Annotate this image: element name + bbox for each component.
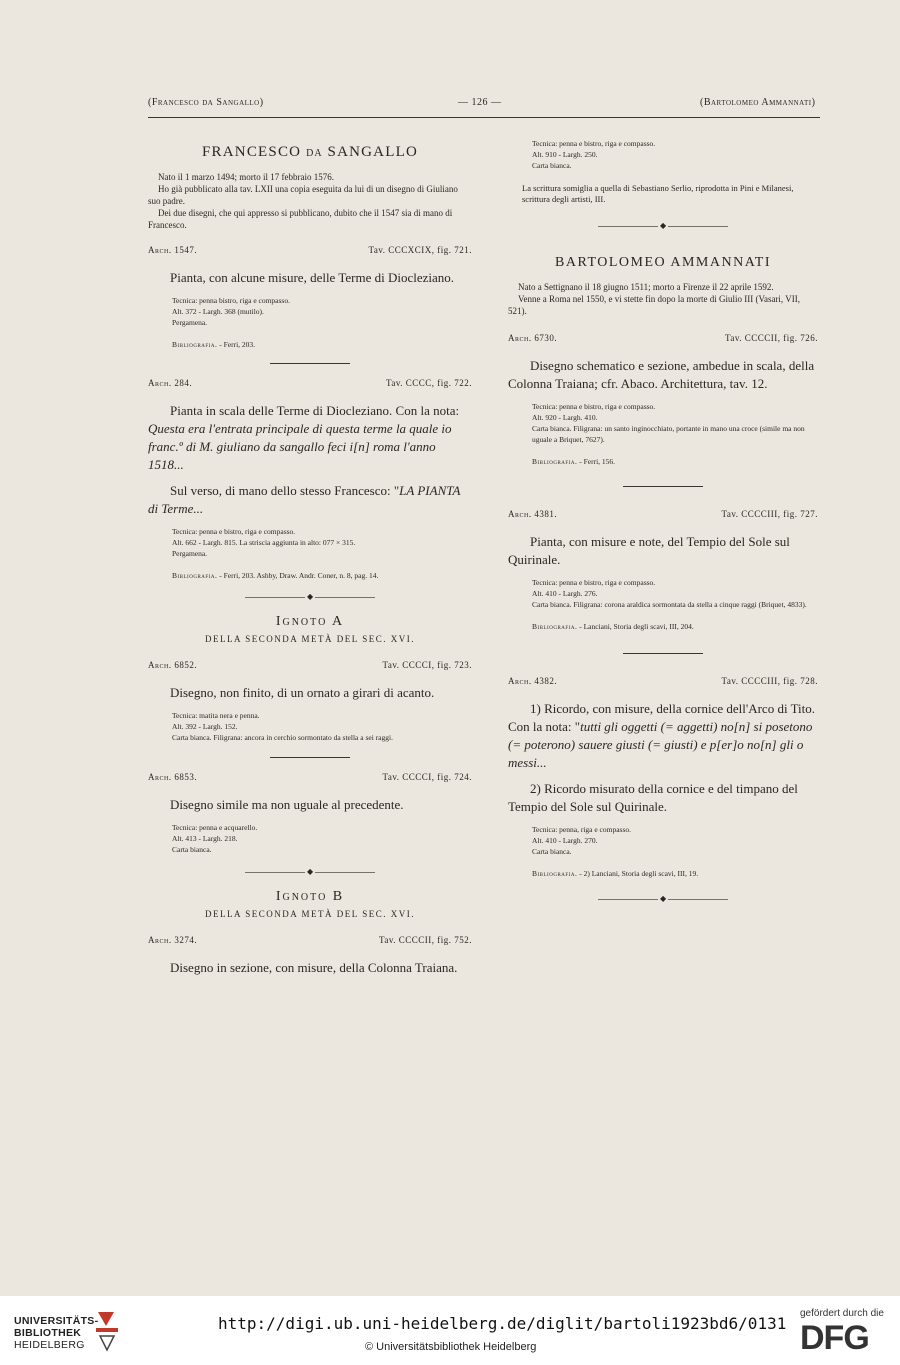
technique-line: Carta bianca. Filigrana: un santo inginocchiato, portante in mano una croce (simile ma non uguale a Briquet, 7627). (532, 424, 805, 444)
plate-reference: Tav. CCCCII, fig. 726. (724, 333, 818, 343)
ornament-glyph: ◆ (307, 867, 314, 876)
intro-line: Nato il 1 marzo 1494; morto il 17 febbraio 1576. (158, 172, 334, 182)
entry-description: Disegno simile ma non uguale al precedente. (170, 797, 404, 812)
entry-description (148, 402, 472, 474)
entry-description: Pianta, con alcune misure, delle Terme di Diocleziano. (170, 270, 455, 285)
library-logo-text[interactable] (14, 1315, 98, 1351)
arch-number: Arch. 6853. (148, 772, 198, 782)
technique-line: Tecnica: penna e bistro, riga e compasso. (532, 139, 656, 148)
right-column (508, 124, 818, 916)
technique-line: Alt. 372 - Largh. 368 (mutilo). (172, 307, 264, 316)
entry-header (508, 676, 818, 686)
ornamental-separator (598, 894, 728, 904)
section-subtitle: DELLA SECONDA METÀ DEL SEC. XVI. (205, 634, 415, 644)
plate-reference: Tav. CCCCI, fig. 723. (382, 660, 472, 670)
plate-reference: Tav. CCCCIII, fig. 727. (721, 509, 818, 519)
technique-block (172, 526, 472, 559)
dfg-logo[interactable]: DFG (800, 1319, 869, 1357)
section-title-ignoto-b: Ignoto B (275, 889, 345, 904)
technique-block (172, 822, 472, 855)
left-column (148, 124, 472, 985)
bibliography-text: - Ferri, 203. Ashby, Draw. Andr. Coner, n. 8, pag. 14. (219, 571, 379, 580)
arch-number: Arch. 4382. (508, 676, 558, 686)
ornamental-separator (245, 867, 375, 877)
entry-header (508, 333, 818, 343)
logo-line: BIBLIOTHEK (14, 1327, 82, 1339)
technique-block (532, 401, 818, 445)
technique-line: Alt. 910 - Largh. 250. (532, 150, 598, 159)
bibliography (172, 571, 472, 580)
plate-reference: Tav. CCCC, fig. 722. (385, 378, 472, 388)
funding-caption: gefördert durch die (800, 1308, 884, 1319)
bibliography (532, 622, 818, 631)
technique-line: Alt. 920 - Largh. 410. (532, 413, 598, 422)
section-title-ammannati: BARTOLOMEO AMMANNATI (555, 255, 771, 270)
bibliography-text: - Ferri, 203. (219, 340, 256, 349)
handwriting-note: La scrittura somiglia a quella di Sebastiano Serlio, riprodotta in Pini e Milanesi, scrittura degli artisti, III. (522, 183, 794, 204)
bibliography-label: Bibliografia. (532, 869, 578, 878)
technique-line: Carta bianca. (172, 845, 212, 854)
title-part: DA (306, 148, 323, 159)
bibliography (172, 340, 472, 349)
running-header-right: (Bartolomeo Ammannati) (700, 97, 816, 108)
title-part: SANGALLO (327, 144, 418, 160)
bibliography (532, 869, 818, 878)
technique-line: Alt. 410 - Largh. 276. (532, 589, 598, 598)
technique-line: Tecnica: matita nera e penna. (172, 711, 260, 720)
quoted-note: Questa era l'entrata principale di questa terme la quale io franc.º di M. giuliano da sangallo feci i[n] roma l'anno 1518... (148, 421, 452, 472)
bibliography-label: Bibliografia. (172, 340, 218, 349)
plate-reference: Tav. CCCCI, fig. 724. (382, 772, 472, 782)
technique-line: Tecnica: penna e bistro, riga e compasso. (172, 527, 296, 536)
separator-rule (270, 363, 350, 364)
technique-line: Alt. 413 - Largh. 218. (172, 834, 238, 843)
intro-line: Dei due disegni, che qui appresso si pubblicano, dubito che il 1547 sia di mano di Francesco. (148, 208, 453, 230)
entry-header (148, 772, 472, 782)
entry-header (148, 378, 472, 388)
arch-number: Arch. 3274. (148, 935, 198, 945)
section-title-sangallo (148, 144, 472, 161)
arch-number: Arch. 4381. (508, 509, 558, 519)
arch-number: Arch. 6730. (508, 333, 558, 343)
bibliography (532, 457, 818, 466)
bibliography-label: Bibliografia. (172, 571, 218, 580)
bibliography-label: Bibliografia. (532, 457, 578, 466)
bibliography-label: Bibliografia. (532, 622, 578, 631)
plate-reference: Tav. CCCXCIX, fig. 721. (368, 245, 472, 255)
section-subtitle: DELLA SECONDA METÀ DEL SEC. XVI. (205, 909, 415, 919)
technique-line: Tecnica: penna, riga e compasso. (532, 825, 632, 834)
entry-header (148, 660, 472, 670)
intro-line: Nato a Settignano il 18 giugno 1511; morto a Firenze il 22 aprile 1592. (518, 282, 774, 292)
logo-line: HEIDELBERG (14, 1339, 85, 1351)
technique-block (532, 577, 818, 610)
ornamental-separator (245, 592, 375, 602)
entry-header (148, 935, 472, 945)
title-part: FRANCESCO (202, 144, 302, 160)
entry-description: Pianta, con misure e note, del Tempio del Sole sul Quirinale. (508, 534, 790, 567)
permalink-url[interactable]: http://digi.ub.uni-heidelberg.de/diglit/bartoli1923bd6/0131 (218, 1314, 787, 1333)
intro-line: Venne a Roma nel 1550, e vi stette fin dopo la morte di Giulio III (Vasari, VII, 521). (508, 294, 801, 316)
arch-number: Arch. 6852. (148, 660, 198, 670)
entry-description: Disegno in sezione, con misure, della Colonna Traiana. (170, 960, 458, 975)
header-rule (148, 117, 820, 118)
entry-description (508, 700, 818, 772)
library-logo-icon[interactable] (92, 1308, 122, 1354)
bibliography-text: - 2) Lanciani, Storia degli scavi, III, 19. (579, 869, 699, 878)
description-text: Sul verso, di mano dello stesso Francesco: " (170, 483, 400, 498)
technique-line: Tecnica: penna e bistro, riga e compasso. (532, 402, 656, 411)
technique-line: Carta bianca. (532, 847, 572, 856)
bibliography-text: - Ferri, 156. (579, 457, 616, 466)
entry-description: 2) Ricordo misurato della cornice e del timpano del Tempio del Sole sul Quirinale. (508, 781, 798, 814)
technique-line: Pergamena. (172, 318, 208, 327)
technique-line: Carta bianca. (532, 161, 572, 170)
separator-rule (270, 757, 350, 758)
technique-line: Carta bianca. Filigrana: corona araldica sormontata da stella a cinque raggi (Briquet, 4833). (532, 600, 807, 609)
copyright-notice: © Universitätsbibliothek Heidelberg (365, 1341, 537, 1353)
bibliography-text: - Lanciani, Storia degli scavi, III, 204. (579, 622, 694, 631)
quoted-note: tutti gli oggetti (= aggetti) no[n] si posetono (= poterono) sauere giusti (= giusti) e p[er]o no[n] gli o messi... (508, 719, 813, 770)
separator-rule (623, 486, 703, 487)
ornamental-separator (598, 221, 728, 231)
technique-block (172, 710, 472, 743)
plate-reference: Tav. CCCCII, fig. 752. (378, 935, 472, 945)
ornament-glyph: ◆ (660, 221, 667, 230)
section-title-ignoto-a: Ignoto A (275, 614, 345, 629)
technique-block (172, 295, 472, 328)
entry-header (508, 509, 818, 519)
technique-line: Alt. 392 - Largh. 152. (172, 722, 238, 731)
technique-block (532, 824, 818, 857)
arch-number: Arch. 1547. (148, 245, 198, 255)
page-number: — 126 — (458, 97, 502, 108)
logo-line: UNIVERSITÄTS- (14, 1315, 99, 1327)
entry-header (148, 245, 472, 255)
entry-description (148, 482, 472, 518)
description-text: Pianta in scala delle Terme di Diocleziano. Con la nota: (170, 403, 460, 418)
arch-number: Arch. 284. (148, 378, 193, 388)
description-text: 1) Ricordo, con misure, della cornice dell'Arco di Tito. Con la nota: " (508, 701, 816, 734)
running-header-left: (Francesco da Sangallo) (148, 97, 264, 108)
plate-reference: Tav. CCCCIII, fig. 728. (721, 676, 818, 686)
technique-line: Alt. 662 - Largh. 815. La striscia aggiunta in alto: 077 × 315. (172, 538, 356, 547)
entry-description: Disegno, non finito, di un ornato a girari di acanto. (170, 685, 435, 700)
viewer-footer (0, 1296, 900, 1365)
technique-line: Pergamena. (172, 549, 208, 558)
technique-line: Carta bianca. Filigrana: ancora in cerchio sormontato da stella a sei raggi. (172, 733, 393, 742)
quoted-note: LA PIANTA di Terme... (148, 483, 461, 516)
technique-block (532, 138, 818, 171)
separator-rule (623, 653, 703, 654)
technique-line: Tecnica: penna e bistro, riga e compasso. (532, 578, 656, 587)
intro-line: Ho già pubblicato alla tav. LXII una copia eseguita da lui di un disegno di Giuliano suo padre. (148, 184, 458, 206)
technique-line: Tecnica: penna e acquarello. (172, 823, 258, 832)
ornament-glyph: ◆ (307, 592, 314, 601)
technique-line: Tecnica: penna bistro, riga e compasso. (172, 296, 290, 305)
entry-description: Disegno schematico e sezione, ambedue in scala, della Colonna Traiana; cfr. Abaco. Architettura, tav. 12. (508, 358, 815, 391)
ornament-glyph: ◆ (660, 894, 667, 903)
technique-line: Alt. 410 - Largh. 270. (532, 836, 598, 845)
